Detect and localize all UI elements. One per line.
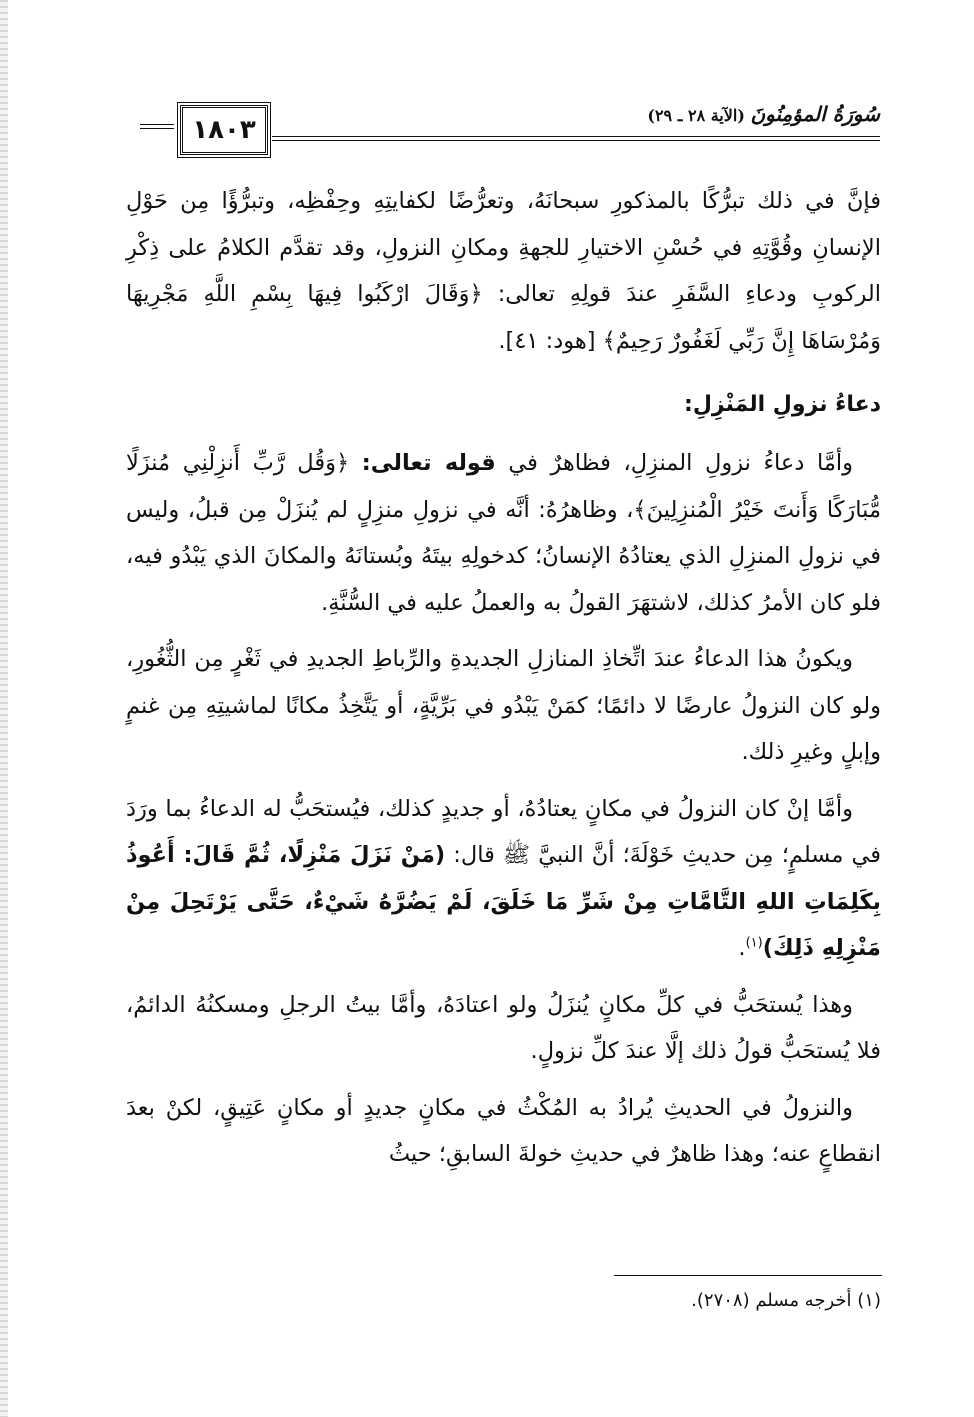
paragraph-4-start: وأمَّا إنْ كان النزولُ في مكانٍ يعتادُهُ، أو جديدٍ كذلك، فيُستحَبُّ له الدعاءُ بما ورَدَ في مسلمٍ؛ مِن حديثِ خَوْلَةَ؛ أنَّ النبيَّ ﷺ قال:: [126, 795, 881, 868]
page-header: [140, 100, 880, 160]
page-number: ١٨٠٣: [192, 115, 256, 145]
paragraph-5: وهذا يُستحَبُّ في كلِّ مكانٍ يُنزَلُ ولو اعتادَهُ، وأمَّا بيتُ الرجلِ ومسكنُهُ الدائمُ، فلا يُستحَبُّ قولُ ذلك إلَّا عندَ كلِّ نزولٍ.: [126, 991, 881, 1064]
footnote-separator: [614, 1275, 882, 1276]
section-title: دعاءُ نزولِ المَنْزِلِ:: [684, 392, 881, 417]
header-rule-left: [140, 124, 174, 129]
paragraph-2-rest: ﴿وَقُل رَّبِّ أَنزِلْنِي مُنزَلًا مُّبَارَكًا وَأَنتَ خَيْرُ الْمُنزِلِينَ﴾، وظاهرُهُ: أنَّه في نزولِ منزِلٍ لم يُنزَلْ مِن قبلُ، وليس في نزولِ المنزِلِ الذي يعتادُهُ الإنسانُ؛ كدخولِهِ بيتَهُ وبُستانَهُ والمكانَ الذي يَبْدُو فيه، فلو كان الأمرُ كذلك، لاشتهَرَ القولُ به والعملُ عليه في السُّنَّةِ.: [126, 450, 881, 616]
page-number-box: [180, 105, 268, 155]
paragraph-4-end: .: [738, 935, 746, 961]
qawluhu-taala: قوله تعالى:: [361, 450, 496, 476]
paragraph-6: والنزولُ في الحديثِ يُرادُ به المُكْثُ في مكانٍ جديدٍ أو مكانٍ عَتِيقٍ، لكنْ بعدَ انقطاعٍ عنه؛ وهذا ظاهرٌ في حديثِ خولةَ السابقِ؛ حيثُ: [126, 1094, 881, 1167]
footnote: [126, 1283, 881, 1319]
header-rule-right: [272, 136, 880, 141]
paragraph-2-start: وأمَّا دعاءُ نزولِ المنزِلِ، فظاهرٌ في: [495, 450, 853, 476]
paragraph-3: ويكونُ هذا الدعاءُ عندَ اتِّخاذِ المنازلِ الجديدةِ والرِّباطِ الجديدِ في ثَغْرٍ مِن الثُّغُورِ، ولو كان النزولُ عارضًا لا دائمًا؛ كمَنْ يَبْدُو في بَرِّيَّةٍ، أو يَتَّخِذُ مكانًا لماشيتِهِ مِن غنمٍ وإبلٍ وغيرِ ذلك.: [126, 646, 881, 765]
paragraph-2: [126, 440, 881, 626]
footnote-number: (١): [857, 1290, 881, 1311]
scan-edge: [0, 0, 8, 1417]
running-head: [647, 102, 880, 126]
verse-range: (الآية ٢٨ ـ ٢٩): [647, 106, 745, 125]
paragraph-4: [126, 786, 881, 972]
paragraph-1: فإنَّ في ذلك تبرُّكًا بالمذكورِ سبحانَهُ، وتعرُّضًا لكفايتِهِ وحِفْظِه، وتبرُّؤًا مِن حَوْلِ الإنسانِ وقُوَّتِهِ في حُسْنِ الاختيارِ للجهةِ ومكانِ النزولِ، وقد تقدَّم الكلامُ على ذِكْرِ الركوبِ ودعاءِ السَّفَرِ عندَ قولِهِ تعالى: ﴿وَقَالَ ارْكَبُوا فِيهَا بِسْمِ اللَّهِ مَجْرِيهَا وَمُرْسَاهَا إِنَّ رَبِّي لَغَفُورٌ رَحِيمٌ﴾ [هود: ٤١].: [126, 188, 881, 354]
main-text: [126, 178, 881, 1178]
hadith-text: (مَنْ نَزَلَ مَنْزِلًا، ثُمَّ قَالَ: أَعُوذُ بِكَلِمَاتِ اللهِ التَّامَّاتِ مِنْ شَرِّ مَا خَلَقَ، لَمْ يَضُرَّهُ شَيْءٌ، حَتَّى يَرْتَحِلَ مِنْ مَنْزِلِهِ ذَلِكَ): [126, 842, 881, 961]
footnote-text: أخرجه مسلم (٢٧٠٨).: [691, 1290, 852, 1311]
footnote-ref[interactable]: (١): [745, 935, 763, 951]
surah-title: سُورَةُ المؤمِنُونَ: [750, 102, 880, 126]
